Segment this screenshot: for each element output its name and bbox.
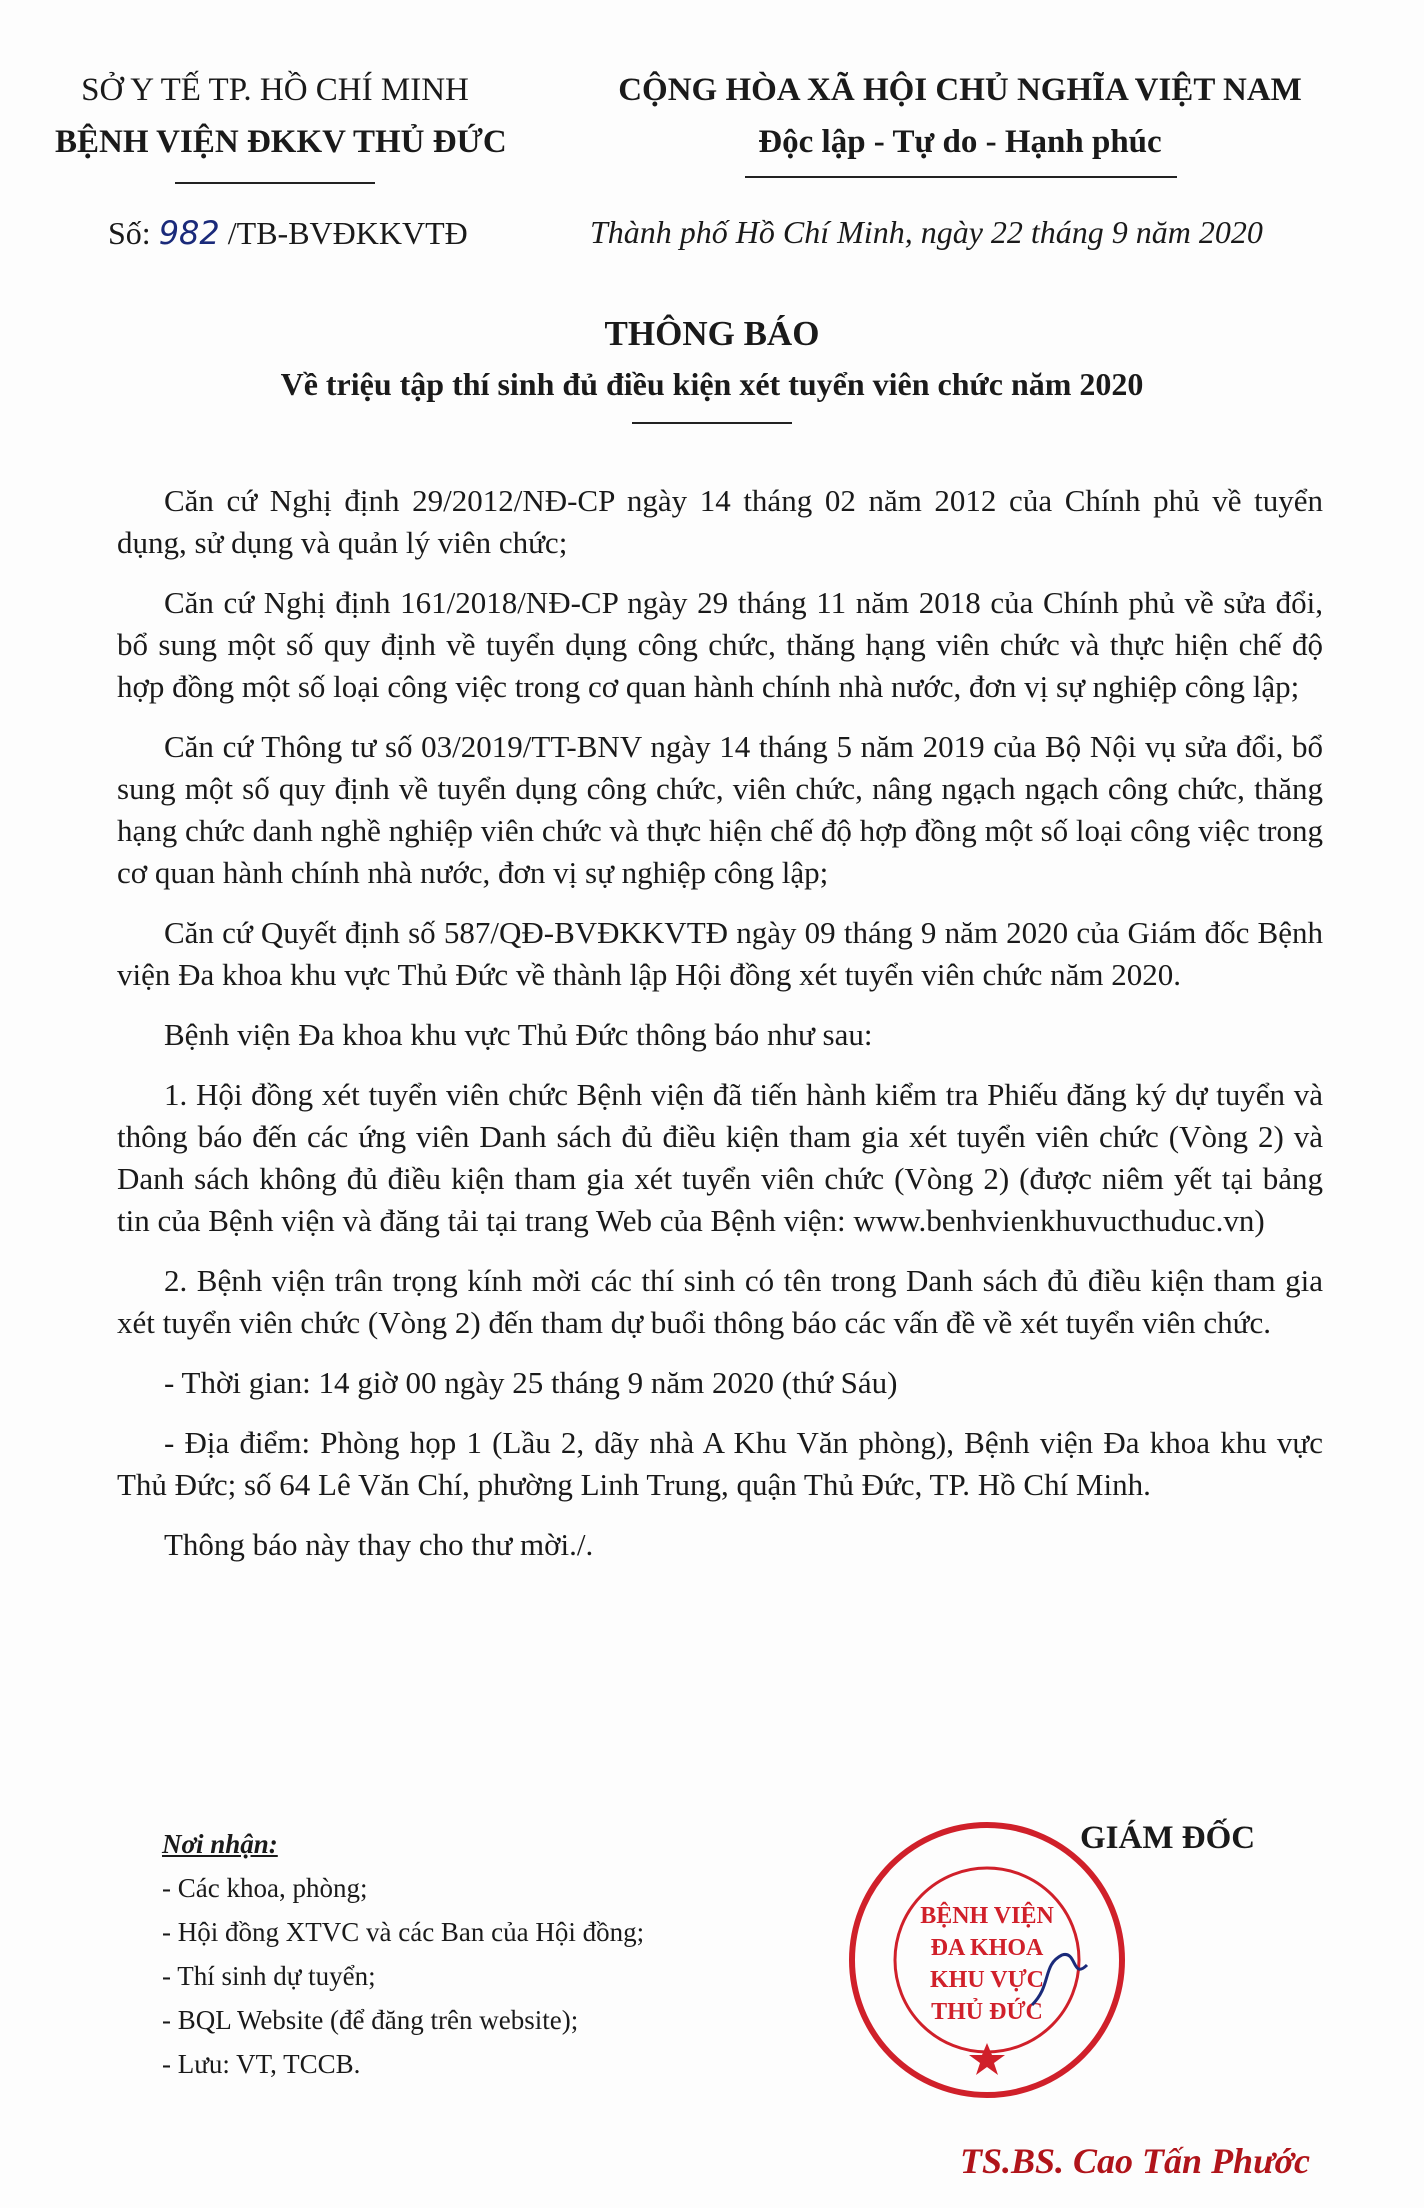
meeting-location: - Địa điểm: Phòng họp 1 (Lầu 2, dãy nhà A Khu Văn phòng), Bệnh viện Đa khoa khu vực Thủ Đức; số 64 Lê Văn Chí, phường Linh Trung, quận Thủ Đức, TP. Hồ Chí Minh. bbox=[117, 1425, 1323, 1502]
document-subtitle: Về triệu tập thí sinh đủ điều kiện xét tuyển viên chức năm 2020 bbox=[280, 366, 1144, 402]
stamp-line: BỆNH VIỆN bbox=[920, 1903, 1054, 1929]
title-underline bbox=[632, 422, 792, 424]
issuer-underline bbox=[175, 182, 375, 184]
recipient-item: - Lưu: VT, TCCB. bbox=[162, 2049, 361, 2079]
document-title: THÔNG BÁO bbox=[604, 314, 820, 353]
document-number bbox=[108, 214, 468, 252]
signer-name: TS.BS. Cao Tấn Phước bbox=[960, 2141, 1310, 2181]
issuer-authority: SỞ Y TẾ TP. HỒ CHÍ MINH bbox=[81, 72, 469, 108]
basis-paragraph-4: Căn cứ Quyết định số 587/QĐ-BVĐKKVTĐ ngày 09 tháng 9 năm 2020 của Giám đốc Bệnh viện Đa khoa khu vực Thủ Đức về thành lập Hội đồng xét tuyển viên chức năm 2020. bbox=[117, 915, 1323, 992]
place-date: Thành phố Hồ Chí Minh, ngày 22 tháng 9 năm 2020 bbox=[590, 214, 1263, 250]
announcement-item-2: 2. Bệnh viện trân trọng kính mời các thí sinh có tên trong Danh sách đủ điều kiện tham gia xét tuyển viên chức (Vòng 2) đến tham dự buổi thông báo các vấn đề về xét tuyển viên chức. bbox=[117, 1263, 1323, 1340]
recipients-block bbox=[162, 1822, 644, 2086]
announcement-item-1: 1. Hội đồng xét tuyển viên chức Bệnh viện đã tiến hành kiểm tra Phiếu đăng ký dự tuyển và thông báo đến các ứng viên Danh sách đủ điều kiện tham gia xét tuyển viên chức (Vòng 2) và Danh sách không đủ điều kiện tham gia xét tuyển viên chức (Vòng 2) (được niêm yết tại bảng tin của Bệnh viện và đăng tải tại trang Web của Bệnh viện: www.benhvienkhuvucthuduc.vn) bbox=[117, 1077, 1323, 1238]
recipient-item: - BQL Website (để đăng trên website); bbox=[162, 2005, 579, 2035]
official-stamp bbox=[842, 1815, 1132, 2105]
recipients-heading: Nơi nhận: bbox=[162, 1829, 278, 1859]
stamp-star-icon bbox=[969, 2043, 1005, 2075]
recipient-item: - Hội đồng XTVC và các Ban của Hội đồng; bbox=[162, 1917, 645, 1947]
number-suffix: /TB-BVĐKKVTĐ bbox=[227, 215, 468, 251]
stamp-line: THỦ ĐỨC bbox=[931, 1999, 1043, 2025]
issuer-name: BỆNH VIỆN ĐKKV THỦ ĐỨC bbox=[55, 124, 507, 160]
document-body bbox=[117, 480, 1323, 1584]
basis-paragraph-2: Căn cứ Nghị định 161/2018/NĐ-CP ngày 29 tháng 11 năm 2018 của Chính phủ về sửa đổi, bổ sung một số quy định về tuyển dụng công chức, thăng hạng viên chức và thực hiện chế độ hợp đồng một số loại công việc trong cơ quan hành chính nhà nước, đơn vị sự nghiệp công lập; bbox=[117, 585, 1323, 704]
nation-title: CỘNG HÒA XÃ HỘI CHỦ NGHĨA VIỆT NAM bbox=[618, 72, 1302, 108]
closing-line: Thông báo này thay cho thư mời./. bbox=[164, 1527, 594, 1562]
signature-title: GIÁM ĐỐC bbox=[1080, 1820, 1256, 1856]
announcement-intro: Bệnh viện Đa khoa khu vực Thủ Đức thông báo như sau: bbox=[164, 1017, 873, 1052]
motto-underline bbox=[745, 176, 1177, 178]
stamp-line: KHU VỰC bbox=[930, 1967, 1044, 1993]
number-handwritten: 982 bbox=[158, 214, 220, 252]
basis-paragraph-1: Căn cứ Nghị định 29/2012/NĐ-CP ngày 14 tháng 02 năm 2012 của Chính phủ về tuyển dụng, sử dụng và quản lý viên chức; bbox=[117, 483, 1323, 560]
stamp-line: ĐA KHOA bbox=[930, 1935, 1044, 1961]
number-label: Số: bbox=[108, 215, 151, 251]
recipient-item: - Các khoa, phòng; bbox=[162, 1873, 368, 1903]
meeting-time: - Thời gian: 14 giờ 00 ngày 25 tháng 9 năm 2020 (thứ Sáu) bbox=[164, 1365, 898, 1400]
basis-paragraph-3: Căn cứ Thông tư số 03/2019/TT-BNV ngày 14 tháng 5 năm 2019 của Bộ Nội vụ sửa đổi, bổ sung một số quy định về tuyển dụng công chức, viên chức, nâng ngạch ngạch công chức, thăng hạng chức danh nghề nghiệp viên chức và thực hiện chế độ hợp đồng một số loại công việc trong cơ quan hành chính nhà nước, đơn vị sự nghiệp công lập; bbox=[117, 729, 1323, 890]
nation-motto: Độc lập - Tự do - Hạnh phúc bbox=[758, 124, 1162, 160]
recipient-item: - Thí sinh dự tuyển; bbox=[162, 1961, 376, 1991]
